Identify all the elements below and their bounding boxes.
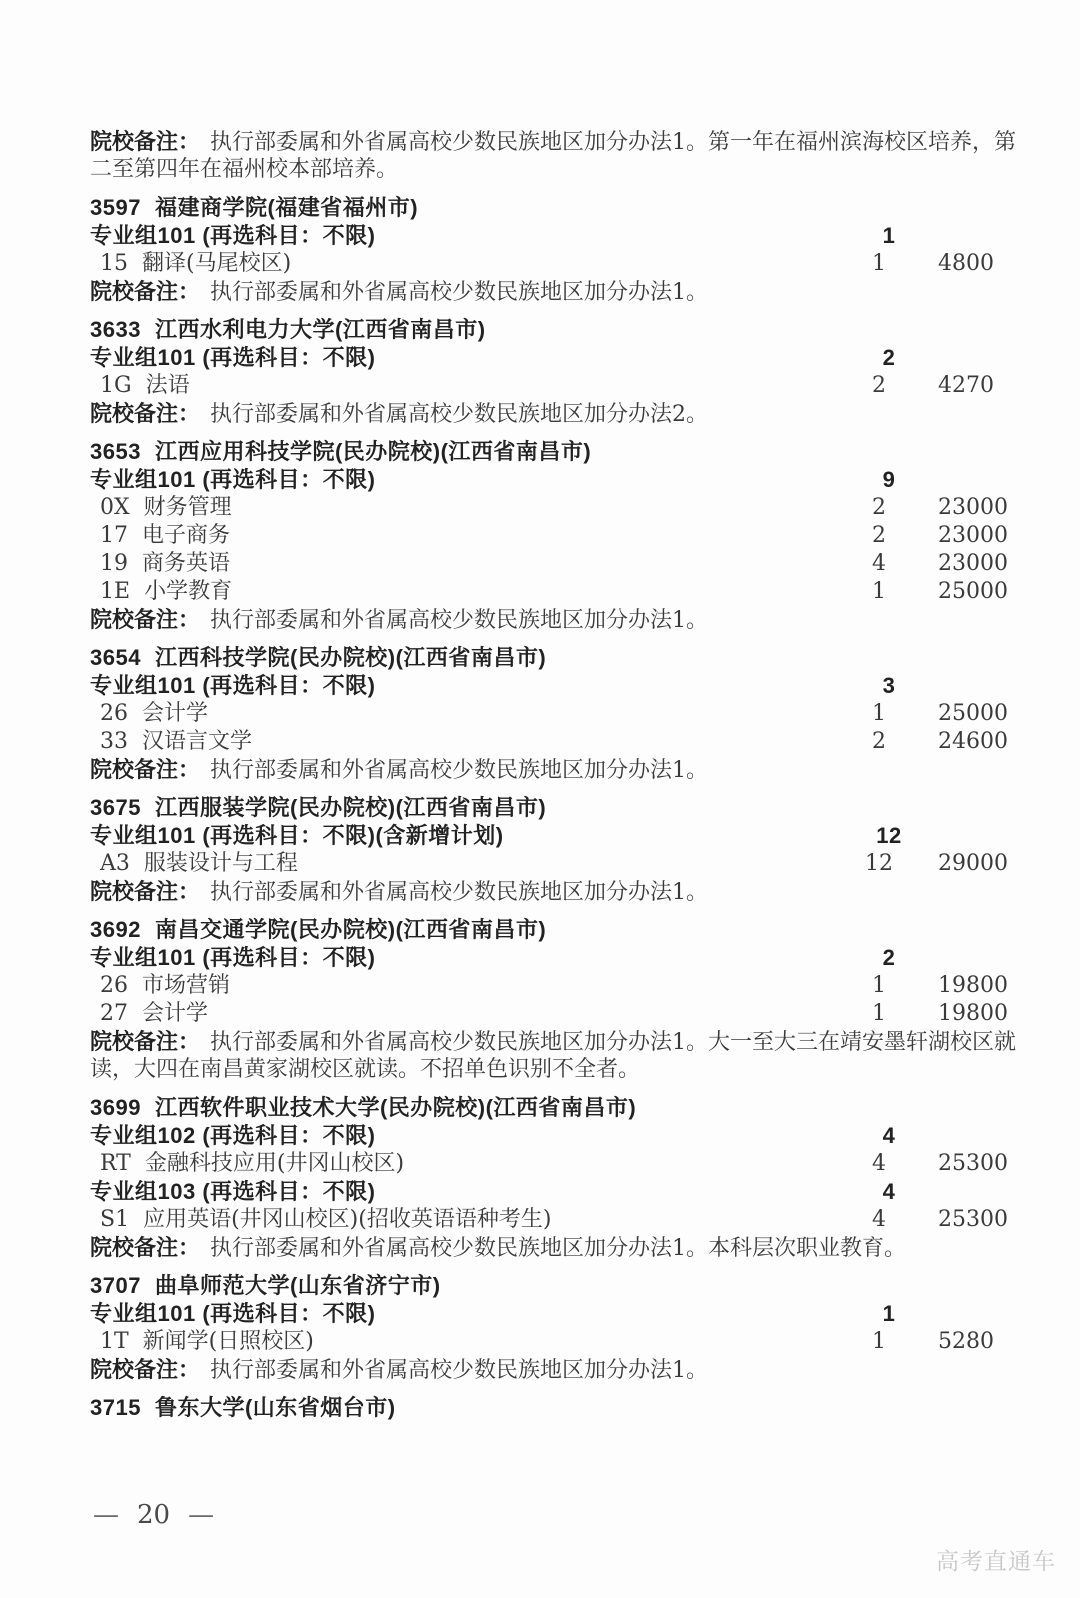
group-label: 专业组101 (再选科目：不限) [90,467,376,492]
major-code: 27 [100,1001,128,1026]
school-header [90,1394,1005,1422]
remark-text: 执行部委属和外省属高校少数民族地区加分办法1。 [210,280,709,305]
major-group-row [90,1300,1005,1328]
group-plan-count: 3 [882,673,896,698]
remark-text: 执行部委属和外省属高校少数民族地区加分办法1。 [210,758,709,783]
remark-label: 院校备注： [90,1235,201,1260]
tuition-fee: 23000 [938,523,1008,548]
tuition-fee: 19800 [938,973,1008,998]
remark-label: 院校备注： [90,401,201,426]
group-plan-count: 12 [876,823,902,848]
group-label: 专业组103 (再选科目：不限) [90,1179,376,1204]
major-name: 法语 [145,373,190,398]
major-code: S1 [100,1207,130,1232]
remark-row [90,878,1005,906]
major-name: 新闻学(日照校区) [142,1329,314,1354]
remark-text: 执行部委属和外省属高校少数民族地区加分办法1。大一至大三在靖安墨轩湖校区就 [210,1030,1017,1055]
school-code: 3633 [90,317,141,342]
school-header [90,316,1005,344]
tuition-fee: 19800 [938,1001,1008,1026]
remark-block [90,128,1017,184]
school-code: 3597 [90,195,141,220]
school-header [90,794,1005,822]
major-row [90,728,1008,756]
school-header [90,194,1005,222]
school-name: 江西应用科技学院(民办院校)(江西省南昌市) [154,439,592,464]
tuition-fee: 25000 [938,701,1008,726]
group-plan-count: 1 [882,1301,896,1326]
major-group-row [90,944,1005,972]
school-name: 曲阜师范大学(山东省济宁市) [154,1273,441,1298]
major-row [90,972,1008,1000]
remark-label: 院校备注： [90,879,201,904]
major-group-row [90,822,1005,850]
group-plan-count: 4 [882,1123,896,1148]
remark-label: 院校备注： [90,757,201,782]
major-plan-count: 2 [872,495,886,520]
remark-label: 院校备注： [90,607,201,632]
group-label: 专业组101 (再选科目：不限) [90,345,376,370]
major-group-row [90,466,1005,494]
major-name: 应用英语(井冈山校区)(招收英语语种考生) [143,1207,552,1232]
major-name: 金融科技应用(井冈山校区) [144,1151,405,1176]
major-row [90,550,1008,578]
group-label: 专业组102 (再选科目：不限) [90,1123,376,1148]
tuition-fee: 25300 [938,1207,1008,1232]
major-plan-count: 1 [872,701,886,726]
page-number-dash-right: — [188,1500,215,1530]
major-name: 会计学 [142,701,209,726]
major-code: 19 [100,551,128,576]
major-code: 26 [100,973,128,998]
tuition-fee: 4270 [938,373,994,398]
major-row [90,1150,1008,1178]
remark-text: 执行部委属和外省属高校少数民族地区加分办法1。 [210,1358,709,1383]
major-row [90,522,1008,550]
remark-row [90,756,1005,784]
school-code: 3699 [90,1095,141,1120]
group-plan-count: 4 [882,1179,896,1204]
remark-row [90,606,1005,634]
tuition-fee: 24600 [938,729,1008,754]
major-row [90,494,1008,522]
school-code: 3692 [90,917,141,942]
major-plan-count: 4 [872,1207,886,1232]
major-plan-count: 4 [872,1151,886,1176]
major-name: 商务英语 [142,551,231,576]
school-block [90,194,1005,306]
tuition-fee: 23000 [938,551,1008,576]
major-row [90,372,1005,400]
remark-row [90,1356,1005,1384]
major-name: 翻译(马尾校区) [142,251,292,276]
tuition-fee: 23000 [938,495,1008,520]
school-code: 3653 [90,439,141,464]
major-plan-count: 12 [865,851,893,876]
remark-label: 院校备注： [90,1029,201,1054]
school-code: 3715 [90,1395,141,1420]
major-group-row [90,1178,1005,1206]
school-header [90,916,1005,944]
major-plan-count: 1 [872,579,886,604]
remark-text: 二至第四年在福州校本部培养。 [90,157,399,182]
major-code: 1E [100,579,131,604]
group-plan-count: 2 [882,345,896,370]
school-name: 江西服装学院(民办院校)(江西省南昌市) [154,795,547,820]
school-header [90,438,1005,466]
school-block [90,794,1008,906]
tuition-fee: 5280 [938,1329,994,1354]
major-group-row [90,222,1005,250]
tuition-fee: 29000 [938,851,1008,876]
school-name: 南昌交通学院(民办院校)(江西省南昌市) [154,917,547,942]
school-block [90,1272,1005,1384]
group-label: 专业组101 (再选科目：不限) [90,223,376,248]
major-plan-count: 1 [872,973,886,998]
school-block [90,1394,1005,1422]
school-block [90,438,1008,634]
major-name: 汉语言文学 [142,729,253,754]
remark-row [90,1056,1005,1084]
major-plan-count: 2 [872,373,886,398]
remark-label: 院校备注： [90,1357,201,1382]
major-code: 1G [100,373,132,398]
school-name: 江西科技学院(民办院校)(江西省南昌市) [154,645,547,670]
school-name: 鲁东大学(山东省烟台市) [154,1395,396,1420]
watermark: 高考直通车 [936,1548,1056,1574]
major-name: 电子商务 [142,523,231,548]
major-code: 17 [100,523,128,548]
remark-text: 执行部委属和外省属高校少数民族地区加分办法2。 [210,402,709,427]
major-code: 1T [100,1329,129,1354]
remark-text: 执行部委属和外省属高校少数民族地区加分办法1。 [210,608,709,633]
major-row [90,850,1008,878]
major-code: 26 [100,701,128,726]
major-name: 小学教育 [144,579,233,604]
major-name: 服装设计与工程 [143,851,298,876]
major-plan-count: 1 [872,1329,886,1354]
major-plan-count: 1 [872,251,886,276]
tuition-fee: 4800 [938,251,994,276]
major-row [90,250,1005,278]
major-group-row [90,1122,1005,1150]
remark-text: 执行部委属和外省属高校少数民族地区加分办法1。 [210,880,709,905]
remark-row [90,1028,1017,1056]
school-header [90,644,1005,672]
major-plan-count: 2 [872,729,886,754]
major-group-row [90,344,1005,372]
remark-text: 执行部委属和外省属高校少数民族地区加分办法1。本科层次职业教育。 [210,1236,907,1261]
major-name: 市场营销 [142,973,231,998]
school-header [90,1094,1005,1122]
remark-row [90,278,1005,306]
major-code: 0X [100,495,130,520]
group-plan-count: 1 [882,223,896,248]
school-block [90,316,1005,428]
school-block [90,644,1008,784]
remark-row [90,400,1005,428]
school-header [90,1272,1005,1300]
admission-plan-list [90,128,1017,1422]
major-code: A3 [100,851,130,876]
remark-row [90,128,1017,156]
major-row [90,1000,1008,1028]
school-code: 3654 [90,645,141,670]
major-plan-count: 4 [872,551,886,576]
remark-text: 执行部委属和外省属高校少数民族地区加分办法1。第一年在福州滨海校区培养，第 [210,130,1017,155]
school-block [90,1094,1008,1262]
major-group-row [90,672,1005,700]
school-name: 江西水利电力大学(江西省南昌市) [154,317,486,342]
tuition-fee: 25300 [938,1151,1008,1176]
tuition-fee: 25000 [938,579,1008,604]
page-number [93,1500,214,1530]
major-row [90,578,1008,606]
remark-row [90,1234,1005,1262]
page-number-dash-left: — [93,1500,119,1530]
school-name: 福建商学院(福建省福州市) [154,195,419,220]
major-plan-count: 1 [872,1001,886,1026]
group-label: 专业组101 (再选科目：不限) [90,1301,376,1326]
group-plan-count: 2 [882,945,896,970]
group-label: 专业组101 (再选科目：不限)(含新增计划) [90,823,504,848]
major-name: 财务管理 [143,495,232,520]
remark-text: 读，大四在南昌黄家湖校区就读。不招单色识别不全者。 [90,1057,641,1082]
remark-label: 院校备注： [90,279,201,304]
school-block [90,916,1017,1084]
major-name: 会计学 [142,1001,209,1026]
major-code: RT [100,1151,131,1176]
major-row [90,700,1008,728]
group-label: 专业组101 (再选科目：不限) [90,673,376,698]
school-code: 3675 [90,795,141,820]
major-row [90,1206,1008,1234]
major-row [90,1328,1005,1356]
major-code: 33 [100,729,128,754]
major-code: 15 [100,251,128,276]
group-plan-count: 9 [882,467,896,492]
major-plan-count: 2 [872,523,886,548]
remark-label: 院校备注： [90,129,201,154]
school-code: 3707 [90,1273,141,1298]
remark-row [90,156,1005,184]
group-label: 专业组101 (再选科目：不限) [90,945,376,970]
school-name: 江西软件职业技术大学(民办院校)(江西省南昌市) [154,1095,637,1120]
page-number-value: 20 [137,1500,171,1530]
